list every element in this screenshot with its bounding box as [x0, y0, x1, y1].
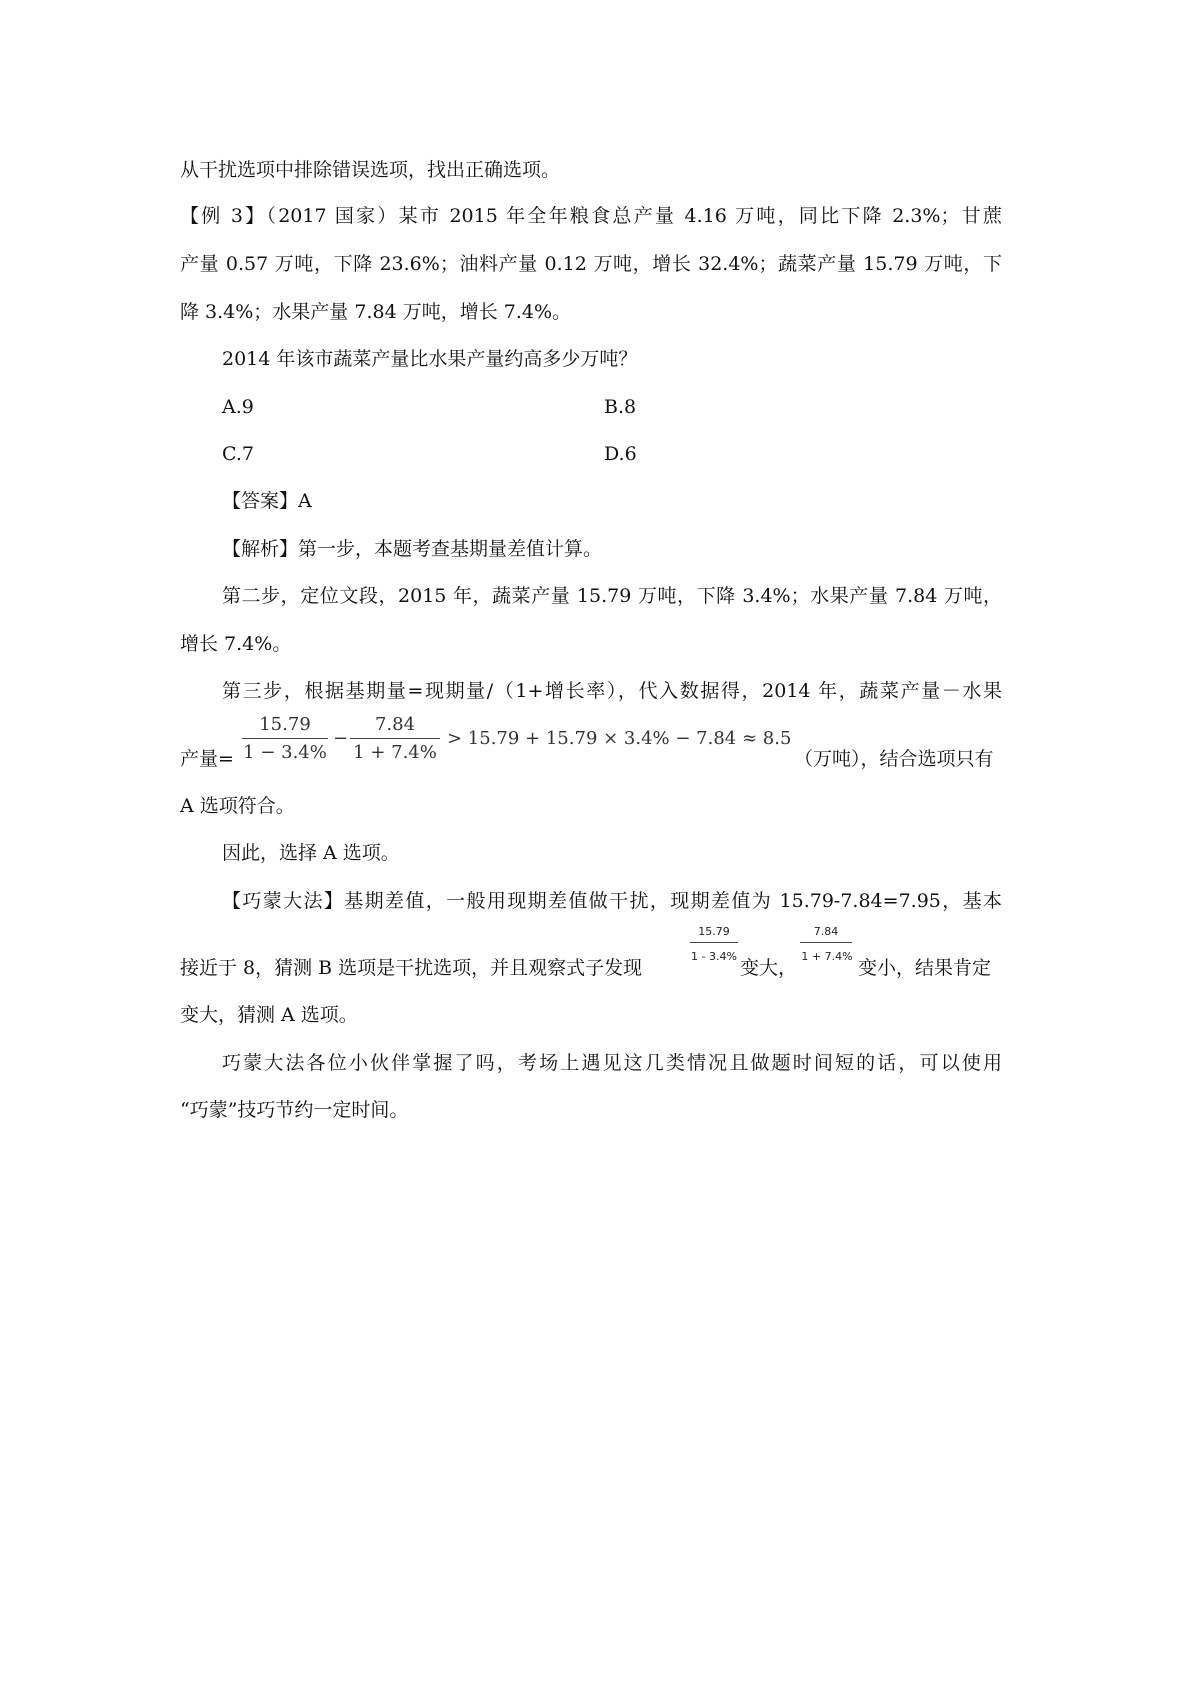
analysis-step2-cont: 增长 7.4%。 — [180, 633, 292, 655]
trick-line-2a: 接近于 8，猜测 B 选项是干扰选项，并且观察式子发现 — [180, 957, 643, 979]
closing-line-2: “巧蒙”技巧节约一定时间。 — [180, 1099, 409, 1121]
example-data-line: 产量 0.57 万吨，下降 23.6%；油料产量 0.12 万吨，增长 32.4%；蔬菜产量 15.79 万吨，下 — [180, 253, 1002, 275]
fraction-2-denominator: 1 + 7.4% — [353, 742, 437, 763]
conclusion-line: 因此，选择 A 选项。 — [222, 842, 400, 864]
minus-sign: − — [333, 728, 349, 749]
analysis-step3-suffix: （万吨），结合选项只有 — [794, 748, 994, 770]
fraction-2-bar — [350, 738, 440, 739]
example-heading-line: 【例 3】（2017 国家）某市 2015 年全年粮食总产量 4.16 万吨，同比下降 2.3%；甘蔗 — [180, 205, 1002, 227]
analysis-step2: 第二步，定位文段，2015 年，蔬菜产量 15.79 万吨，下降 3.4%；水果产量 7.84 万吨， — [222, 585, 1002, 607]
paragraph-intro: 从干扰选项中排除错误选项，找出正确选项。 — [180, 159, 561, 181]
small-fraction-2-numerator: 7.84 — [813, 925, 839, 938]
fraction-1-numerator: 15.79 — [259, 714, 311, 735]
analysis-step3-end: A 选项符合。 — [180, 795, 295, 817]
trick-line-1: 【巧蒙大法】基期差值，一般用现期差值做干扰，现期差值为 15.79-7.84=7.95，基本 — [222, 890, 1002, 912]
fraction-2-numerator: 7.84 — [374, 714, 416, 735]
example-data-end-line: 降 3.4%；水果产量 7.84 万吨，增长 7.4%。 — [180, 301, 572, 323]
trick-line-2b: 变大， — [740, 957, 798, 979]
analysis-step3-prefix: 产量= — [180, 748, 234, 770]
option-c: C.7 — [222, 443, 254, 465]
closing-line-1: 巧蒙大法各位小伙伴掌握了吗，考场上遇见这几类情况且做题时间短的话，可以使用 — [222, 1052, 1002, 1074]
trick-line-3: 变大，猜测 A 选项。 — [180, 1004, 358, 1026]
option-b: B.8 — [604, 396, 637, 418]
analysis-step3: 第三步，根据基期量=现期量/（1+增长率），代入数据得，2014 年，蔬菜产量－水果 — [222, 680, 1002, 702]
small-fraction-2-bar — [800, 942, 852, 943]
fraction-1-denominator: 1 − 3.4% — [243, 742, 327, 763]
fraction-1-bar — [242, 738, 328, 739]
option-d: D.6 — [604, 443, 637, 465]
option-a: A.9 — [222, 396, 254, 418]
small-fraction-2-denominator: 1 + 7.4% — [801, 950, 853, 963]
small-fraction-1-numerator: 15.79 — [698, 925, 730, 938]
question-text: 2014 年该市蔬菜产量比水果产量约高多少万吨？ — [222, 348, 638, 370]
small-fraction-1-bar — [690, 942, 738, 943]
formula-inequality: > 15.79 + 15.79 × 3.4% − 7.84 ≈ 8.5 — [447, 728, 792, 749]
analysis-step1: 【解析】第一步，本题考查基期量差值计算。 — [222, 538, 603, 560]
answer-line: 【答案】A — [222, 490, 312, 512]
small-fraction-1-denominator: 1 - 3.4% — [691, 950, 737, 963]
trick-line-2c: 变小，结果肯定 — [858, 957, 992, 979]
